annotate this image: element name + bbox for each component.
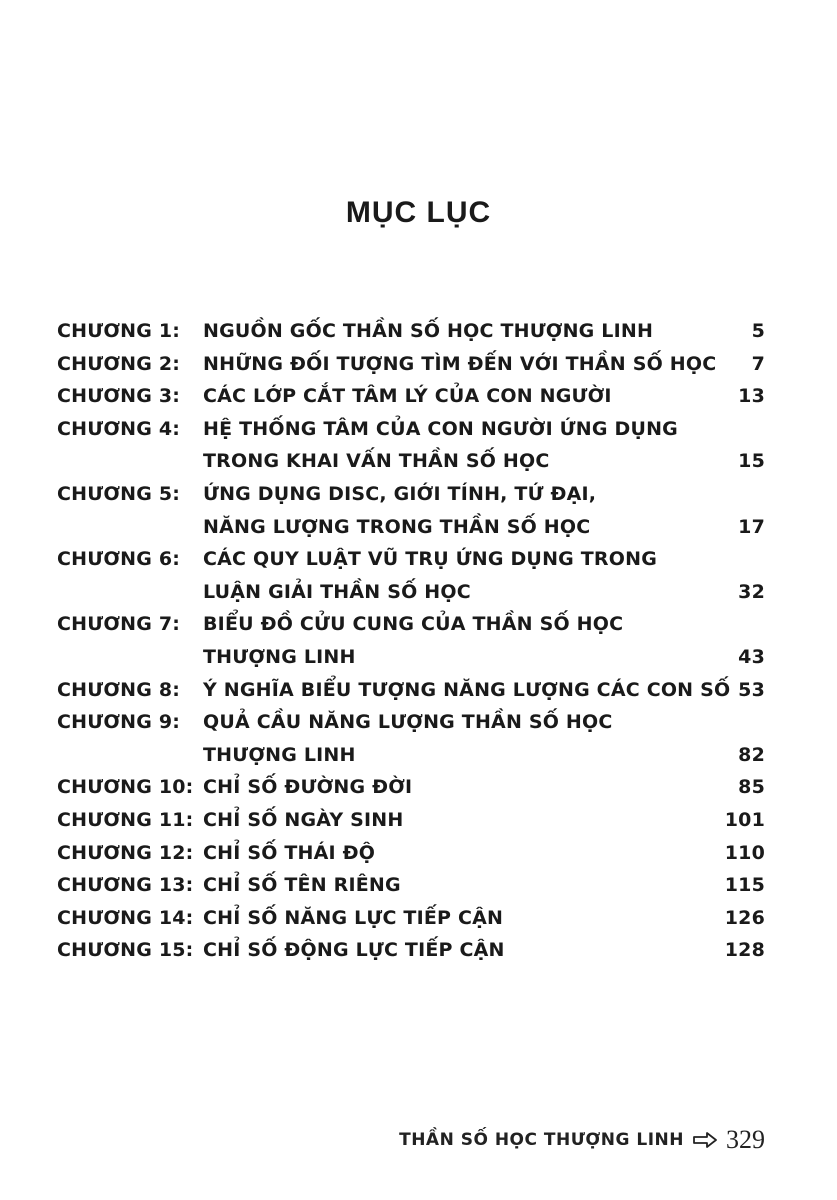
toc-chapter-label: CHƯƠNG 10: [57, 776, 194, 799]
toc-chapter-title: HỆ THỐNG TÂM CỦA CON NGƯỜI ỨNG DỤNG [203, 417, 678, 440]
toc-page-number: 15 [738, 450, 765, 473]
toc-page-number: 115 [724, 874, 765, 897]
toc-chapter-title: CÁC LỚP CẮT TÂM LÝ CỦA CON NGƯỜI [203, 385, 612, 408]
toc-chapter-label: CHƯƠNG 13: [57, 874, 194, 897]
toc-chapter-label: CHƯƠNG 1: [57, 320, 181, 342]
toc-entry-continuation [57, 445, 769, 478]
toc-page-number: 110 [724, 841, 765, 864]
toc-chapter-title: Ý NGHĨA BIỂU TƯỢNG NĂNG LƯỢNG CÁC CON SỐ [203, 678, 731, 701]
toc-chapter-title: CHỈ SỐ ĐỘNG LỰC TIẾP CẬN [203, 939, 505, 962]
toc-chapter-title: CHỈ SỐ TÊN RIÊNG [203, 874, 401, 897]
toc-entry [57, 413, 769, 446]
toc-entry-continuation [57, 641, 769, 674]
toc-chapter-label: CHƯƠNG 12: [57, 841, 194, 864]
toc-page-number: 43 [738, 645, 765, 668]
toc-page-number: 53 [738, 678, 765, 701]
table-of-contents [57, 315, 769, 967]
toc-entry [57, 837, 769, 870]
toc-chapter-title: BIỂU ĐỒ CỬU CUNG CỦA THẦN SỐ HỌC [203, 613, 624, 636]
toc-entry [57, 934, 769, 967]
toc-chapter-title: LUẬN GIẢI THẦN SỐ HỌC [203, 580, 471, 603]
toc-entry [57, 869, 769, 902]
toc-chapter-title: CHỈ SỐ NGÀY SINH [203, 808, 404, 831]
toc-chapter-label: CHƯƠNG 3: [57, 385, 181, 408]
toc-chapter-label: CHƯƠNG 9: [57, 711, 181, 734]
toc-chapter-label: CHƯƠNG 11: [57, 808, 194, 831]
toc-chapter-title: THƯỢNG LINH [203, 645, 356, 668]
toc-page-number: 7 [751, 352, 765, 375]
toc-chapter-title: ỨNG DỤNG DISC, GIỚI TÍNH, TỨ ĐẠI, [203, 482, 597, 505]
toc-chapter-title: CHỈ SỐ ĐƯỜNG ĐỜI [203, 776, 413, 799]
toc-chapter-title: TRONG KHAI VẤN THẦN SỐ HỌC [203, 450, 550, 473]
toc-entry [57, 543, 769, 576]
right-arrow-icon [692, 1131, 718, 1149]
page-footer [399, 1120, 765, 1160]
toc-chapter-label: CHƯƠNG 7: [57, 613, 181, 636]
footer-page-number: 329 [726, 1125, 765, 1154]
toc-page-number: 101 [724, 808, 765, 831]
toc-page-number: 126 [724, 906, 765, 929]
toc-entry-continuation [57, 739, 769, 772]
toc-page-number: 5 [751, 320, 765, 342]
toc-page-number: 13 [738, 385, 765, 408]
toc-page-number: 128 [724, 939, 765, 962]
page-title: MỤC LỤC [345, 196, 492, 229]
toc-chapter-title: CHỈ SỐ NĂNG LỰC TIẾP CẬN [203, 906, 504, 929]
toc-page-number: 32 [738, 580, 765, 603]
toc-entry [57, 771, 769, 804]
toc-entry-continuation [57, 511, 769, 544]
toc-chapter-title: CÁC QUY LUẬT VŨ TRỤ ỨNG DỤNG TRONG [203, 548, 658, 571]
toc-chapter-title: THƯỢNG LINH [203, 743, 356, 766]
toc-chapter-title: NHỮNG ĐỐI TƯỢNG TÌM ĐẾN VỚI THẦN SỐ HỌC [203, 352, 717, 375]
toc-chapter-title: QUẢ CẦU NĂNG LƯỢNG THẦN SỐ HỌC [203, 711, 613, 734]
toc-entry [57, 348, 769, 381]
toc-entry-continuation [57, 576, 769, 609]
toc-entry [57, 674, 769, 707]
toc-chapter-label: CHƯƠNG 2: [57, 352, 181, 375]
toc-page-number: 82 [738, 743, 765, 766]
toc-chapter-label: CHƯƠNG 6: [57, 548, 181, 571]
toc-entry [57, 804, 769, 837]
toc-chapter-label: CHƯƠNG 4: [57, 417, 181, 440]
toc-entry [57, 608, 769, 641]
toc-chapter-label: CHƯƠNG 15: [57, 939, 194, 962]
toc-chapter-title: NGUỒN GỐC THẦN SỐ HỌC THƯỢNG LINH [203, 320, 654, 342]
toc-entry [57, 706, 769, 739]
toc-entry [57, 380, 769, 413]
toc-page-number: 85 [738, 776, 765, 799]
toc-entry [57, 478, 769, 511]
footer-book-title: THẦN SỐ HỌC THƯỢNG LINH [399, 1130, 684, 1150]
toc-chapter-label: CHƯƠNG 5: [57, 482, 181, 505]
toc-chapter-label: CHƯƠNG 14: [57, 906, 194, 929]
toc-chapter-title: CHỈ SỐ THÁI ĐỘ [203, 841, 376, 864]
toc-entry [57, 315, 769, 348]
toc-page-number: 17 [738, 515, 765, 538]
toc-entry [57, 902, 769, 935]
toc-chapter-label: CHƯƠNG 8: [57, 678, 181, 701]
toc-chapter-title: NĂNG LƯỢNG TRONG THẦN SỐ HỌC [203, 515, 591, 538]
